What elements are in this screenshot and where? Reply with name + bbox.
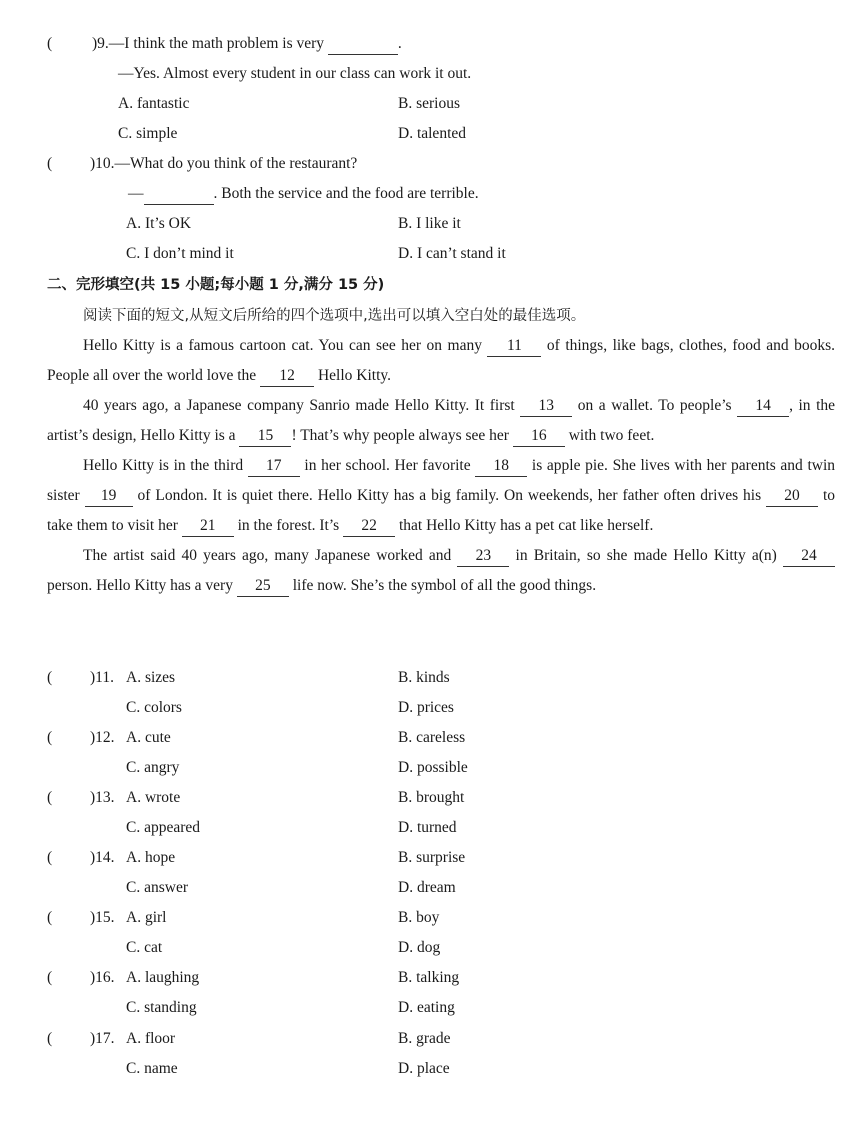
option-b[interactable]: B. talking bbox=[398, 969, 460, 986]
question-number: )11. bbox=[90, 669, 114, 686]
blank-25[interactable]: 25 bbox=[237, 576, 289, 597]
question-number: )17. bbox=[90, 1030, 115, 1047]
option-c[interactable]: C. appeared bbox=[126, 819, 201, 836]
option-b[interactable]: B. serious bbox=[398, 95, 460, 112]
option-d[interactable]: D. place bbox=[398, 1060, 450, 1077]
passage-paragraph-2: 40 years ago, a Japanese company Sanrio made Hello Kitty. It first 13 on a wallet. To people’s 14 , in the artist’s design, Hello Kitty is a 15 ! That’s why people always see her 16 with two feet. bbox=[47, 391, 835, 451]
passage-paragraph-1: Hello Kitty is a famous cartoon cat. You can see her on many 11 of things, like bags, clothes, food and books. People all over the world love the 12 Hello Kitty. bbox=[47, 331, 835, 391]
blank-20[interactable]: 20 bbox=[766, 486, 818, 507]
question-9-reply: —Yes. Almost every student in our class can work it out. bbox=[118, 65, 472, 82]
option-a[interactable]: A. girl bbox=[126, 909, 167, 926]
question-stem: —I think the math problem is very bbox=[108, 35, 325, 52]
option-b[interactable]: B. kinds bbox=[398, 669, 450, 686]
option-c[interactable]: C. simple bbox=[118, 125, 178, 142]
answer-paren: ( bbox=[47, 155, 53, 172]
question-number: )16. bbox=[90, 969, 115, 986]
blank-24[interactable]: 24 bbox=[783, 546, 835, 567]
passage-paragraph-3: Hello Kitty is in the third 17 in her school. Her favorite 18 is apple pie. She lives with her parents and twin sister 19 of London. It is quiet there. Hello Kitty has a big family. On weekends, her father often drives his 20 to take them to visit her 21 in the forest. It’s 22 that Hello Kitty has a pet cat like herself. bbox=[47, 451, 835, 541]
option-c[interactable]: C. cat bbox=[126, 939, 163, 956]
blank-12[interactable]: 12 bbox=[260, 366, 314, 387]
option-b[interactable]: B. surprise bbox=[398, 849, 466, 866]
option-c[interactable]: C. angry bbox=[126, 759, 180, 776]
passage-paragraph-4: The artist said 40 years ago, many Japanese worked and 23 in Britain, so she made Hello Kitty a(n) 24 person. Hello Kitty has a very 25 life now. She’s the symbol of all the good things. bbox=[47, 541, 835, 601]
question-number: )13. bbox=[90, 789, 115, 806]
option-a[interactable]: A. It’s OK bbox=[126, 215, 192, 232]
blank-22[interactable]: 22 bbox=[343, 516, 395, 537]
option-d[interactable]: D. I can’t stand it bbox=[398, 245, 506, 262]
blank-13[interactable]: 13 bbox=[520, 396, 572, 417]
option-c[interactable]: C. standing bbox=[126, 999, 197, 1016]
question-stem: —What do you think of the restaurant? bbox=[114, 155, 358, 172]
option-d[interactable]: D. turned bbox=[398, 819, 457, 836]
option-a[interactable]: A. floor bbox=[126, 1030, 176, 1047]
option-c[interactable]: C. colors bbox=[126, 699, 182, 716]
cloze-passage bbox=[47, 331, 835, 601]
blank-21[interactable]: 21 bbox=[182, 516, 234, 537]
blank-11[interactable]: 11 bbox=[487, 336, 541, 357]
option-d[interactable]: D. possible bbox=[398, 759, 468, 776]
option-c[interactable]: C. answer bbox=[126, 879, 188, 896]
option-d[interactable]: D. eating bbox=[398, 999, 455, 1016]
answer-blank[interactable] bbox=[328, 34, 398, 55]
answer-paren: ( bbox=[47, 35, 53, 52]
option-d[interactable]: D. prices bbox=[398, 699, 454, 716]
question-number: )14. bbox=[90, 849, 115, 866]
blank-15[interactable]: 15 bbox=[239, 426, 291, 447]
option-b[interactable]: B. careless bbox=[398, 729, 466, 746]
option-a[interactable]: A. fantastic bbox=[118, 95, 190, 112]
option-d[interactable]: D. dream bbox=[398, 879, 456, 896]
option-d[interactable]: D. dog bbox=[398, 939, 441, 956]
option-c[interactable]: C. I don’t mind it bbox=[126, 245, 234, 262]
blank-23[interactable]: 23 bbox=[457, 546, 509, 567]
section-instruction: 阅读下面的短文,从短文后所给的四个选项中,选出可以填入空白处的最佳选项。 bbox=[83, 308, 586, 324]
question-number: )12. bbox=[90, 729, 115, 746]
question-number: )10. bbox=[90, 155, 115, 172]
blank-18[interactable]: 18 bbox=[475, 456, 527, 477]
section-heading: 二、完形填空(共 15 小题;每小题 1 分,满分 15 分) bbox=[47, 277, 385, 293]
option-b[interactable]: B. brought bbox=[398, 789, 465, 806]
blank-16[interactable]: 16 bbox=[513, 426, 565, 447]
option-a[interactable]: A. hope bbox=[126, 849, 176, 866]
blank-14[interactable]: 14 bbox=[737, 396, 789, 417]
option-d[interactable]: D. talented bbox=[398, 125, 467, 142]
option-a[interactable]: A. laughing bbox=[126, 969, 200, 986]
option-a[interactable]: A. sizes bbox=[126, 669, 176, 686]
option-b[interactable]: B. boy bbox=[398, 909, 440, 926]
option-b[interactable]: B. I like it bbox=[398, 215, 461, 232]
blank-19[interactable]: 19 bbox=[85, 486, 133, 507]
question-number: )9. bbox=[92, 35, 109, 52]
blank-17[interactable]: 17 bbox=[248, 456, 300, 477]
answer-blank[interactable] bbox=[144, 184, 214, 205]
option-a[interactable]: A. cute bbox=[126, 729, 171, 746]
option-b[interactable]: B. grade bbox=[398, 1030, 451, 1047]
option-a[interactable]: A. wrote bbox=[126, 789, 181, 806]
option-c[interactable]: C. name bbox=[126, 1060, 178, 1077]
question-10-reply: — . Both the service and the food are terrible. bbox=[128, 184, 479, 205]
question-number: )15. bbox=[90, 909, 115, 926]
